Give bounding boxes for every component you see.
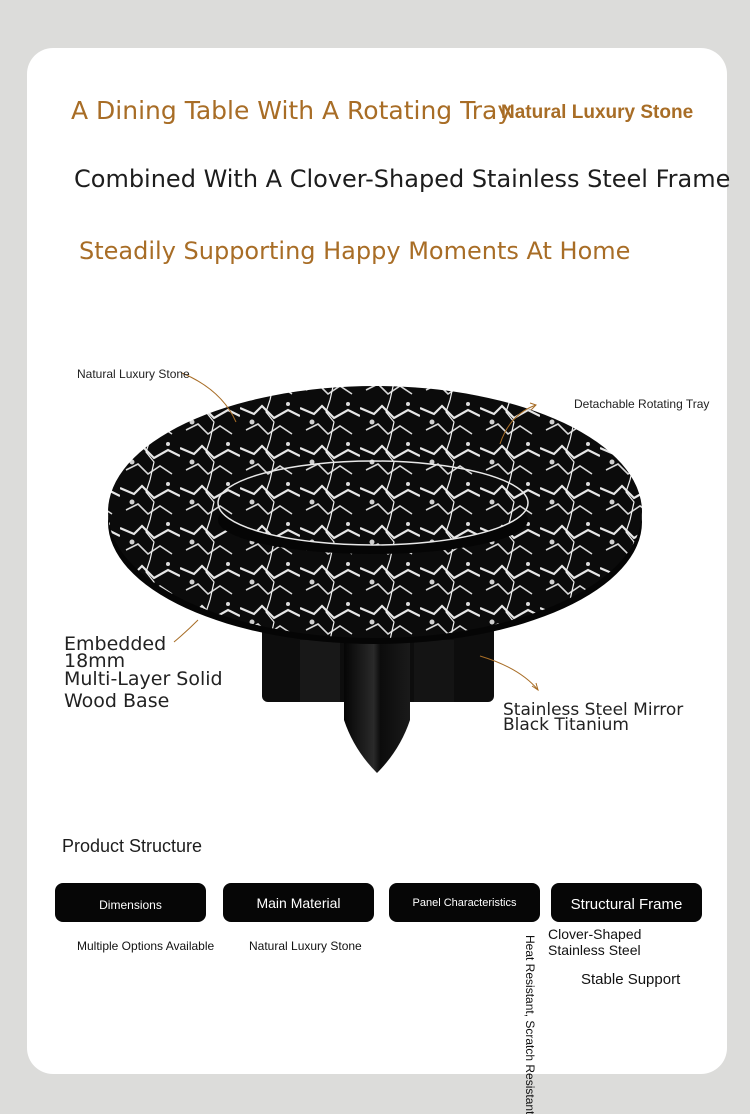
callout-stone: Natural Luxury Stone [77, 367, 190, 381]
headline-line-2: Combined With A Clover-Shaped Stainless Steel Frame [74, 165, 731, 193]
callout-steel [503, 700, 684, 735]
pill-dimensions [55, 883, 206, 922]
headline-line-1: A Dining Table With A Rotating Tray [71, 96, 513, 125]
callout-steel-line-2: Black Titanium [503, 715, 629, 735]
frame-value [548, 926, 641, 958]
frame-value-support: Stable Support [581, 971, 681, 988]
panel-value: Heat Resistant, Scratch Resistant [523, 935, 537, 1114]
callout-base-line-1: Embedded [64, 633, 167, 655]
callout-base [64, 633, 223, 712]
pill-main-material [223, 883, 374, 922]
callout-base-line-3: Multi-Layer Solid [64, 668, 223, 690]
headline-tag: Natural Luxury Stone [501, 102, 694, 123]
callout-steel-line-1: Stainless Steel Mirror [503, 700, 684, 720]
pill-structural-frame [551, 883, 702, 922]
callout-tray: Detachable Rotating Tray [574, 397, 710, 411]
pill-dimensions-label: Dimensions [99, 897, 162, 912]
frame-value-line-2: Stainless Steel [548, 942, 641, 958]
section-title: Product Structure [62, 836, 203, 856]
material-value: Natural Luxury Stone [249, 939, 362, 953]
pill-main-material-label: Main Material [256, 894, 341, 911]
headline-line-3: Steadily Supporting Happy Moments At Home [79, 237, 631, 265]
frame-leg-front [344, 640, 410, 773]
frame-value-line-1: Clover-Shaped [548, 926, 642, 942]
callout-base-line-4: Wood Base [64, 690, 170, 712]
pill-frame-label: Structural Frame [570, 895, 683, 913]
pill-panel-label: Panel Characteristics [412, 896, 517, 909]
dimensions-value: Multiple Options Available [77, 939, 215, 953]
pill-panel-characteristics [389, 883, 540, 922]
rotating-tray [218, 461, 528, 545]
callout-base-line-2: 18mm [64, 650, 126, 672]
